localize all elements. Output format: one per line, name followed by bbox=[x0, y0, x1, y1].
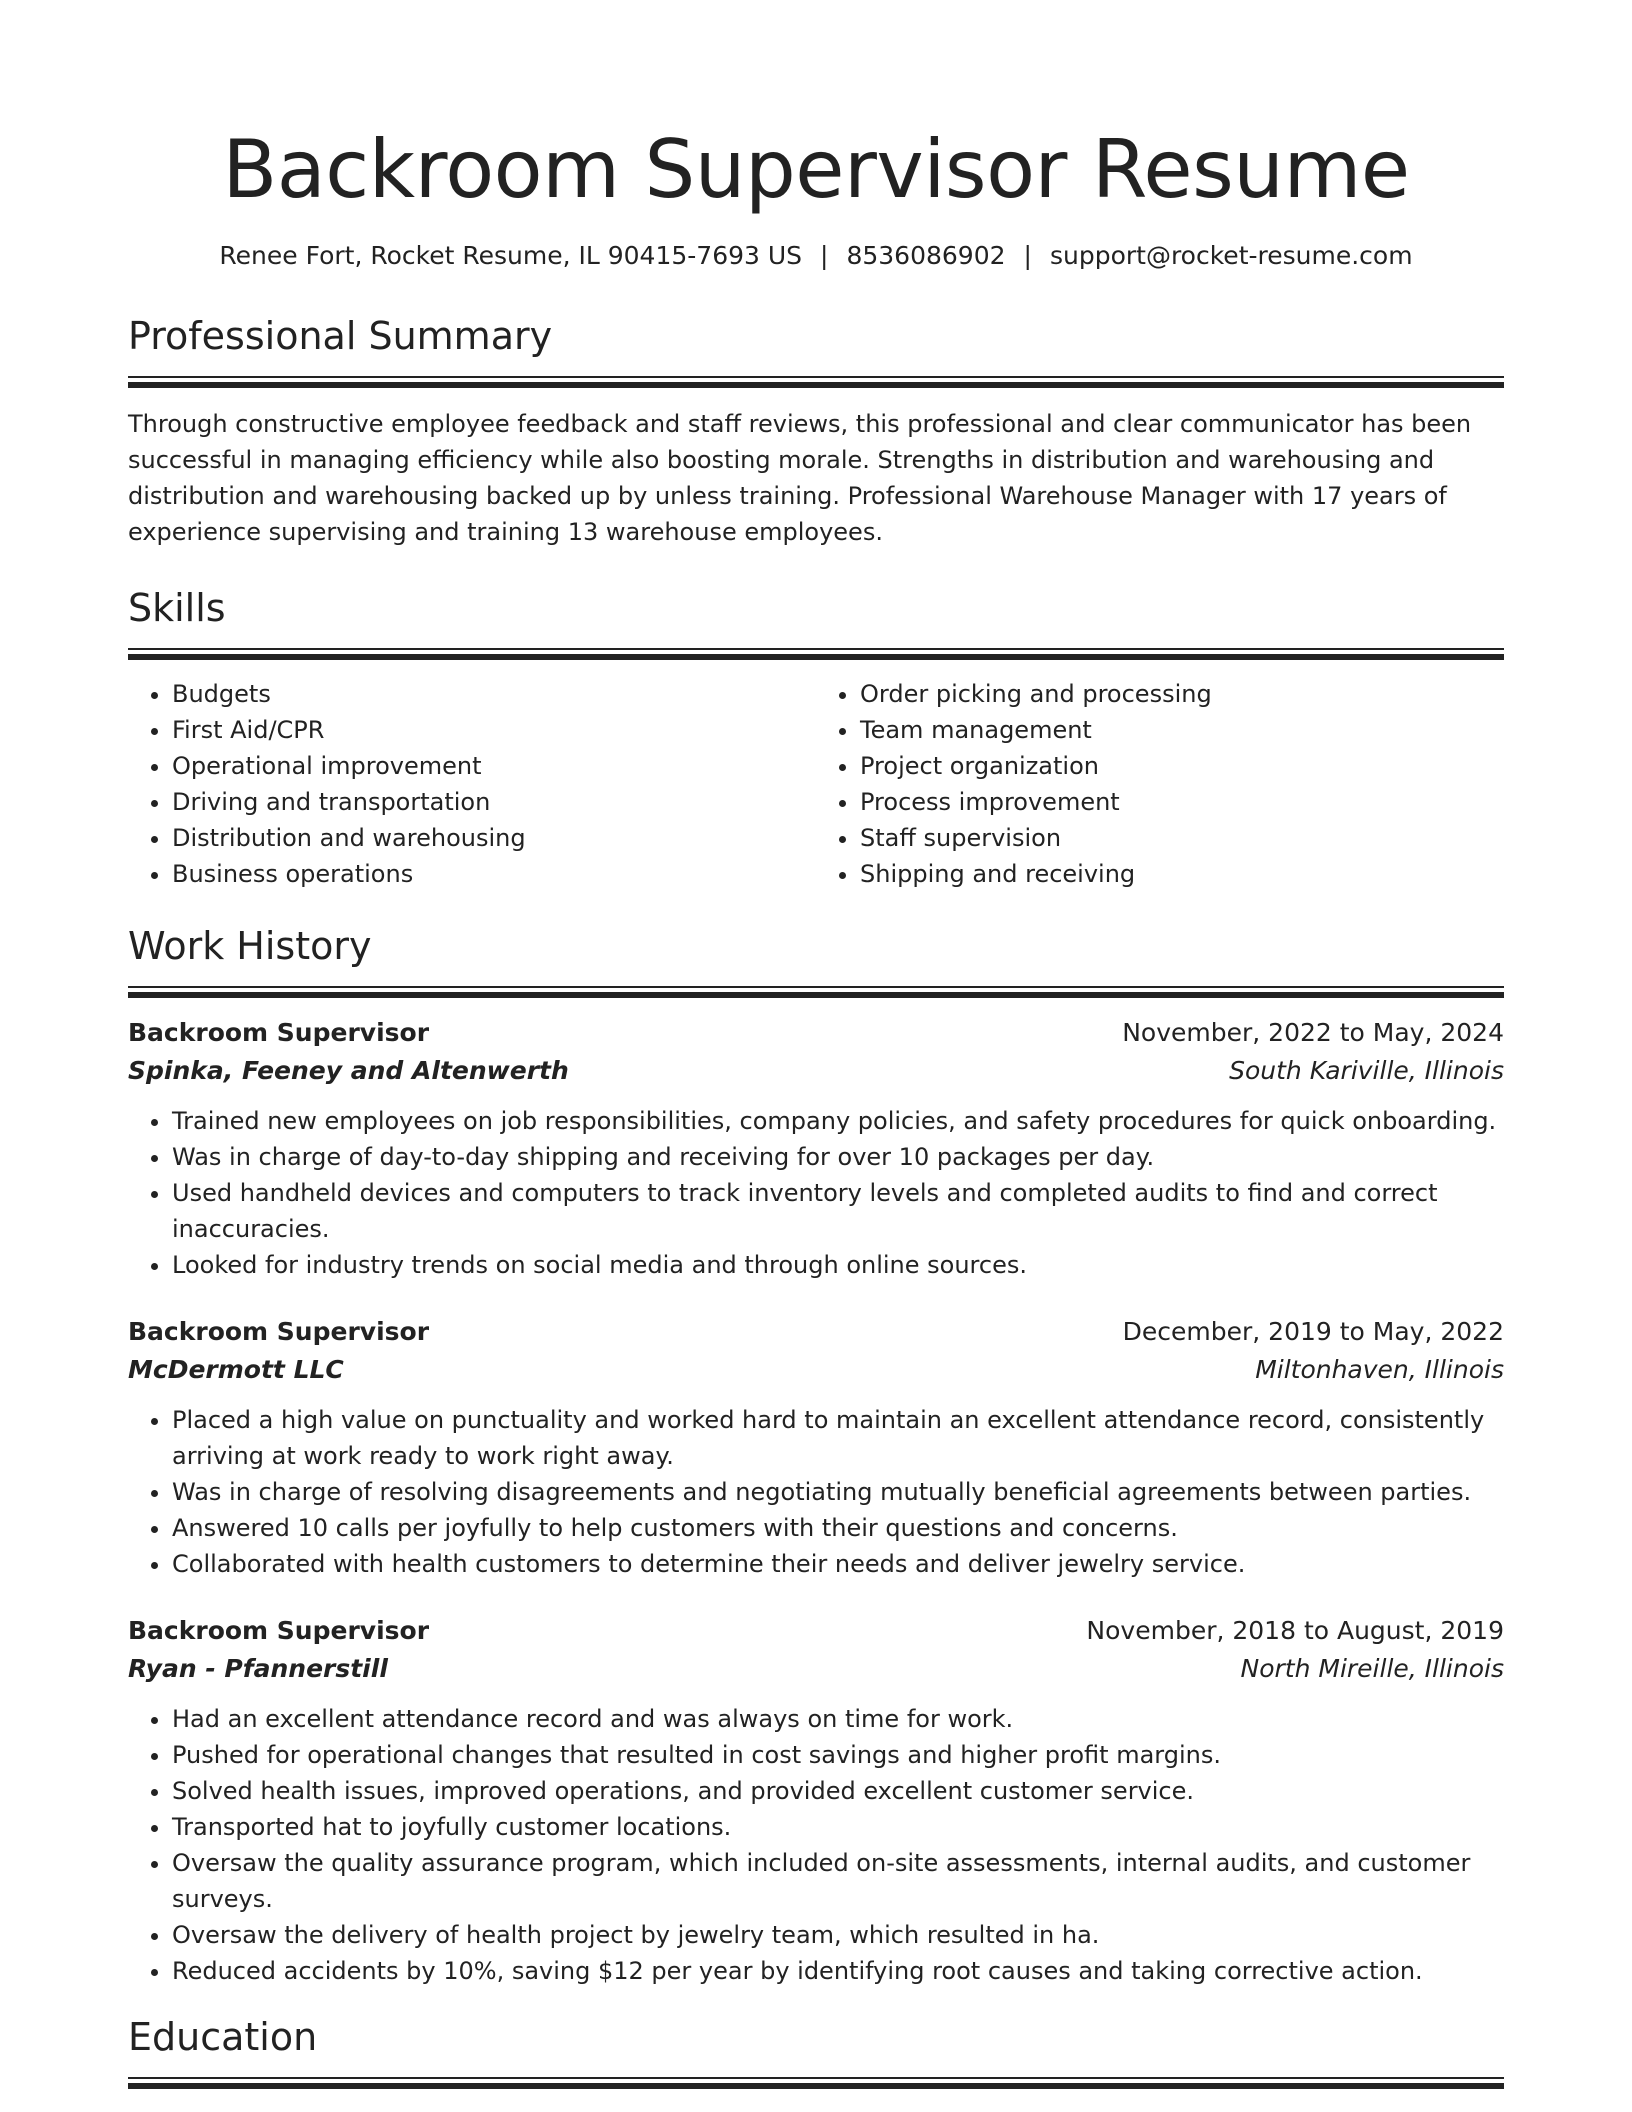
job-bullet: • Transported hat to joyfully customer locations. bbox=[172, 1809, 1504, 1845]
job-company-row bbox=[128, 1052, 1504, 1090]
job-dates: November, 2022 to May, 2024 bbox=[1122, 1018, 1504, 1047]
job-bullet: • Looked for industry trends on social media and through online sources. bbox=[172, 1247, 1504, 1283]
summary-text: Through constructive employee feedback and staff reviews, this professional and clear communicator has been successful in managing efficiency while also boosting morale. Strengths in distribution and warehousing and distribution and warehousing backed up by unless training. Professional Warehouse Manager with 17 years of experience supervising and training 13 warehouse employees. bbox=[128, 410, 1472, 546]
job-bullet: • Collaborated with health customers to determine their needs and deliver jewelry service. bbox=[172, 1546, 1504, 1582]
work-history-section bbox=[128, 920, 1504, 1989]
job-entry bbox=[128, 1313, 1504, 1582]
skills-columns bbox=[128, 676, 1504, 892]
contact-separator: | bbox=[820, 241, 829, 270]
job-company: McDermott LLC bbox=[128, 1355, 344, 1384]
job-bullet: • Answered 10 calls per joyfully to help customers with their questions and concerns. bbox=[172, 1510, 1504, 1546]
education-section bbox=[128, 2011, 1504, 2089]
job-header-row bbox=[128, 1014, 1504, 1052]
skill-item: • Shipping and receiving bbox=[860, 856, 1504, 892]
job-entry bbox=[128, 1014, 1504, 1283]
job-bullet: • Pushed for operational changes that resulted in cost savings and higher profit margins. bbox=[172, 1737, 1504, 1773]
job-company-row bbox=[128, 1650, 1504, 1688]
job-dates: December, 2019 to May, 2022 bbox=[1122, 1317, 1504, 1346]
job-company: Spinka, Feeney and Altenwerth bbox=[128, 1056, 569, 1085]
contact-email: support@rocket-resume.com bbox=[1049, 241, 1413, 270]
skill-item: • Driving and transportation bbox=[172, 784, 816, 820]
skill-item: • Order picking and processing bbox=[860, 676, 1504, 712]
job-title: Backroom Supervisor bbox=[128, 1317, 430, 1346]
job-entry bbox=[128, 1612, 1504, 1989]
job-bullet: • Trained new employees on job responsibilities, company policies, and safety procedures for quick onboarding. bbox=[172, 1103, 1504, 1139]
job-company: Ryan - Pfannerstill bbox=[128, 1654, 388, 1683]
contact-line bbox=[128, 236, 1504, 276]
skill-item: • Budgets bbox=[172, 676, 816, 712]
job-bullet-list bbox=[128, 1103, 1504, 1283]
contact-separator: | bbox=[1023, 241, 1032, 270]
job-bullet: • Oversaw the quality assurance program, which included on-site assessments, internal audits, and customer surveys. bbox=[172, 1845, 1504, 1917]
skill-item: • Project organization bbox=[860, 748, 1504, 784]
section-divider bbox=[128, 376, 1504, 388]
job-title: Backroom Supervisor bbox=[128, 1616, 430, 1645]
job-dates: November, 2018 to August, 2019 bbox=[1086, 1616, 1504, 1645]
job-header-row bbox=[128, 1313, 1504, 1351]
job-bullet: • Oversaw the delivery of health project by jewelry team, which resulted in ha. bbox=[172, 1917, 1504, 1953]
job-header-row bbox=[128, 1612, 1504, 1650]
skill-item: • First Aid/CPR bbox=[172, 712, 816, 748]
section-heading-education: Education bbox=[128, 2015, 318, 2059]
skill-item: • Team management bbox=[860, 712, 1504, 748]
section-divider bbox=[128, 2077, 1504, 2089]
job-bullet: • Had an excellent attendance record and was always on time for work. bbox=[172, 1701, 1504, 1737]
section-divider bbox=[128, 648, 1504, 660]
skill-item: • Business operations bbox=[172, 856, 816, 892]
job-bullet: • Reduced accidents by 10%, saving $12 per year by identifying root causes and taking corrective action. bbox=[172, 1953, 1504, 1989]
resume-title: Backroom Supervisor Resume bbox=[222, 123, 1410, 216]
skills-section bbox=[128, 582, 1504, 892]
job-location: Miltonhaven, Illinois bbox=[1255, 1355, 1504, 1384]
job-title: Backroom Supervisor bbox=[128, 1018, 430, 1047]
job-bullet: • Was in charge of day-to-day shipping and receiving for over 10 packages per day. bbox=[172, 1139, 1504, 1175]
skill-item: • Process improvement bbox=[860, 784, 1504, 820]
job-company-row bbox=[128, 1351, 1504, 1389]
job-bullet: • Was in charge of resolving disagreements and negotiating mutually beneficial agreements between parties. bbox=[172, 1474, 1504, 1510]
section-divider bbox=[128, 986, 1504, 998]
job-location: North Mireille, Illinois bbox=[1240, 1654, 1504, 1683]
summary-section bbox=[128, 310, 1504, 550]
section-heading-work-history: Work History bbox=[128, 924, 372, 968]
section-heading-summary: Professional Summary bbox=[128, 314, 553, 358]
skill-item: • Distribution and warehousing bbox=[172, 820, 816, 856]
skill-item: • Staff supervision bbox=[860, 820, 1504, 856]
contact-address: Renee Fort, Rocket Resume, IL 90415-7693 US bbox=[219, 241, 803, 270]
job-location: South Kariville, Illinois bbox=[1229, 1056, 1504, 1085]
contact-phone: 8536086902 bbox=[846, 241, 1006, 270]
skills-list-left bbox=[128, 676, 816, 892]
job-bullet-list bbox=[128, 1701, 1504, 1989]
job-bullet-list bbox=[128, 1402, 1504, 1582]
job-bullet: • Solved health issues, improved operations, and provided excellent customer service. bbox=[172, 1773, 1504, 1809]
section-heading-skills: Skills bbox=[128, 586, 226, 630]
skill-item: • Operational improvement bbox=[172, 748, 816, 784]
job-bullet: • Used handheld devices and computers to track inventory levels and completed audits to find and correct inaccuracies. bbox=[172, 1175, 1504, 1247]
job-bullet: • Placed a high value on punctuality and worked hard to maintain an excellent attendance record, consistently arriving at work ready to work right away. bbox=[172, 1402, 1504, 1474]
skills-list-right bbox=[816, 676, 1504, 892]
